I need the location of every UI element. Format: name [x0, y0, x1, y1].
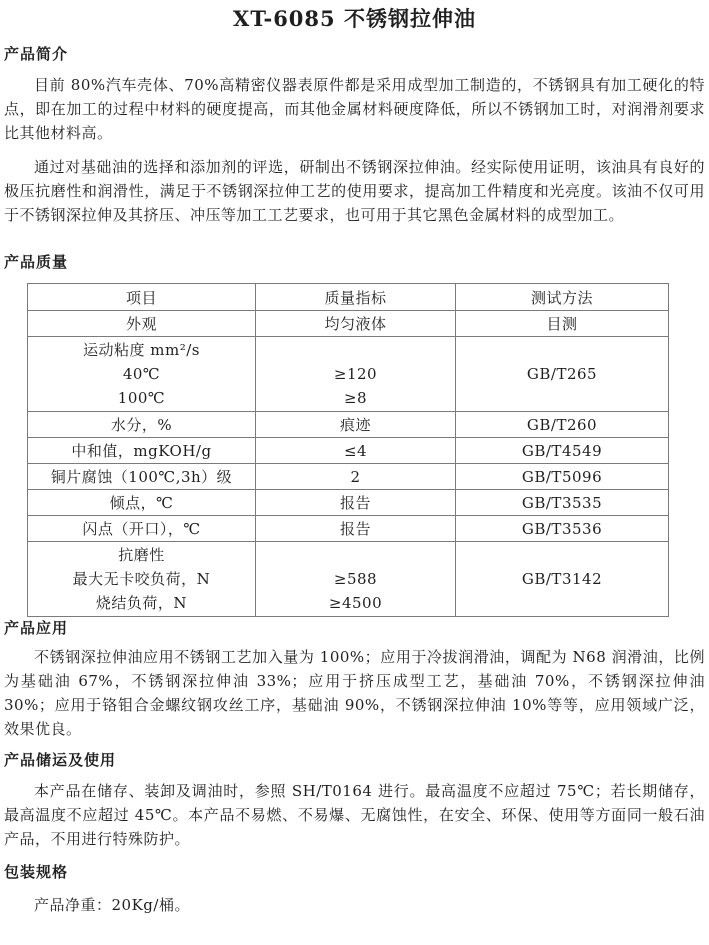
section-heading-quality: 产品质量 [4, 253, 69, 271]
table-row [28, 438, 669, 464]
table-row [28, 464, 669, 490]
table-cell: GB/T3536 [456, 516, 669, 542]
table-cell-line: ≥120 [333, 365, 378, 383]
table-cell: GB/T4549 [456, 438, 669, 464]
table-row [28, 311, 669, 337]
table-header-item: 项目 [28, 284, 256, 311]
quality-table [27, 283, 669, 617]
table-cell: 闪点（开口），℃ [28, 516, 256, 542]
table-cell-line [256, 543, 455, 567]
table-cell: GB/T3535 [456, 490, 669, 516]
table-cell [28, 542, 256, 617]
table-cell-line [256, 338, 455, 362]
table-cell: 水分，% [28, 412, 256, 438]
table-cell: 报告 [256, 516, 456, 542]
table-cell: 外观 [28, 311, 256, 337]
table-cell [28, 337, 256, 412]
table-row [28, 490, 669, 516]
application-paragraph: 不锈钢深拉伸油应用不锈钢工艺加入量为 100%；应用于冷拔润滑油，调配为 N68 润滑油，比例为基础油 67%，不锈钢深拉伸油 33%；应用于挤压成型工艺，基础油 70%，不锈钢深拉伸油 30%；应用于铬钼合金螺纹钢攻丝工序，基础油 90%，不锈钢深拉伸油 10%等等，应用领域广泛，效果优良。 [4, 648, 705, 738]
table-row [28, 337, 669, 412]
table-cell-line: 100℃ [117, 389, 166, 407]
table-cell [256, 337, 456, 412]
table-cell-line: 40℃ [122, 365, 161, 383]
intro-paragraph-1: 目前 80%汽车壳体、70%高精密仪器表原件都是采用成型加工制造的，不锈钢具有加工硬化的特点，即在加工的过程中材料的硬度提高，而其他金属材料硬度降低，所以不锈钢加工时，对润滑剂要求比其他材料高。 [4, 76, 705, 142]
table-row [28, 516, 669, 542]
table-cell-line: ≥4500 [328, 594, 383, 612]
table-cell-line: 烧结负荷，N [95, 594, 188, 612]
section-heading-application: 产品应用 [4, 619, 69, 637]
table-cell-line: 运动粘度 mm²/s [83, 341, 200, 359]
intro-paragraph-2: 通过对基础油的选择和添加剂的评选，研制出不锈钢深拉伸油。经实际使用证明，该油具有良好的极压抗磨性和润滑性，满足于不锈钢深拉伸工艺的使用要求，提高加工件精度和光亮度。该油不仅可用于不锈钢深拉伸及其挤压、冲压等加工工艺要求，也可用于其它黑色金属材料的成型加工。 [4, 158, 705, 224]
table-cell: 中和值，mgKOH/g [28, 438, 256, 464]
table-cell-line: 抗磨性 [118, 546, 165, 564]
table-cell: 目测 [456, 311, 669, 337]
packaging-paragraph: 产品净重：20Kg/桶。 [34, 896, 190, 914]
table-cell: ≤4 [256, 438, 456, 464]
table-row [28, 412, 669, 438]
storage-paragraph: 本产品在储存、装卸及调油时，参照 SH/T0164 进行。最高温度不应超过 75℃；若长期储存，最高温度不应超过 45℃。本产品不易燃、不易爆、无腐蚀性，在安全、环保、使用等方面同一般石油产品，不用进行特殊防护。 [4, 782, 705, 848]
section-heading-storage: 产品储运及使用 [4, 751, 117, 769]
table-cell: 铜片腐蚀（100℃,3h）级 [28, 464, 256, 490]
section-heading-packaging: 包装规格 [4, 863, 69, 881]
table-cell: GB/T5096 [456, 464, 669, 490]
table-cell: 均匀液体 [256, 311, 456, 337]
table-cell: 倾点，℃ [28, 490, 256, 516]
table-header-spec: 质量指标 [256, 284, 456, 311]
table-cell: 痕迹 [256, 412, 456, 438]
table-cell-line: ≥588 [333, 570, 378, 588]
table-cell: 2 [256, 464, 456, 490]
table-cell-line: ≥8 [343, 389, 368, 407]
table-header-method: 测试方法 [456, 284, 669, 311]
table-cell: 报告 [256, 490, 456, 516]
table-cell [256, 542, 456, 617]
table-cell: GB/T260 [456, 412, 669, 438]
table-header-row [28, 284, 669, 311]
section-heading-intro: 产品简介 [4, 45, 69, 63]
table-cell-line: 最大无卡咬负荷，N [72, 570, 211, 588]
document-title: XT-6085 不锈钢拉伸油 [233, 6, 476, 31]
quality-table-head [28, 284, 669, 311]
quality-table-body [28, 311, 669, 617]
table-cell: GB/T3142 [456, 542, 669, 617]
table-row [28, 542, 669, 617]
table-cell: GB/T265 [456, 337, 669, 412]
